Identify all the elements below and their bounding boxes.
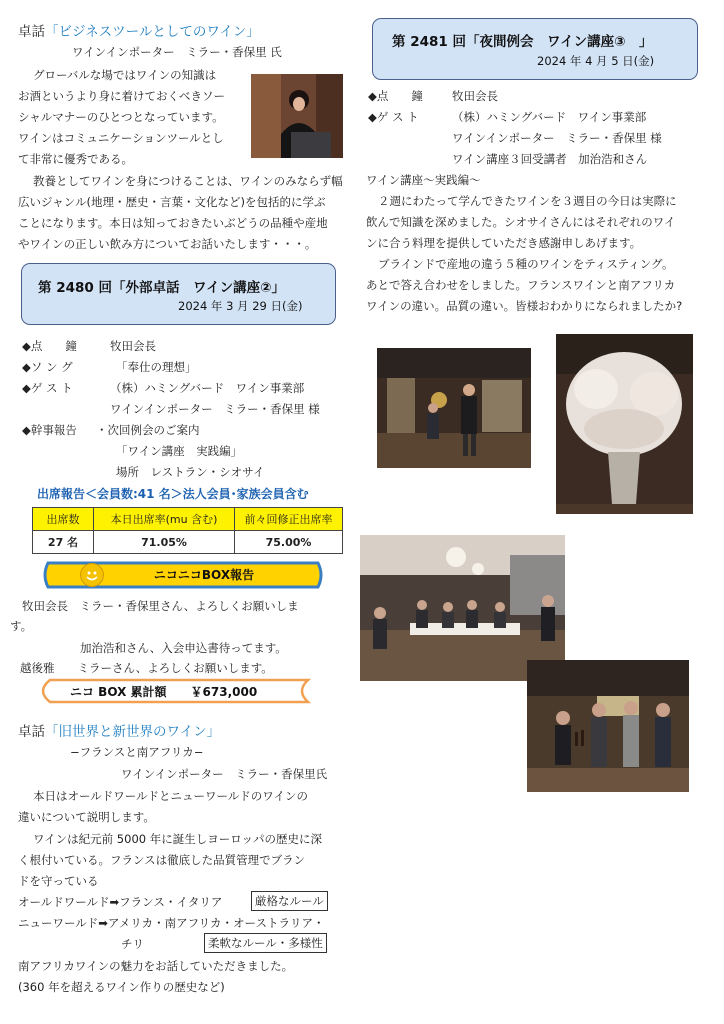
- meeting-2480-title: 第 2480 回「外部卓話 ワイン講座②」: [38, 280, 285, 296]
- talk2-line: く根付いている。フランスは徹底した品質管理でブラン: [18, 853, 306, 867]
- item-label: ◆点 鐘: [368, 89, 423, 103]
- talk2-closing: 南アフリカワインの魅力をお話していただきました。: [18, 959, 294, 973]
- section-heading: ワイン講座〜実践編〜: [366, 173, 481, 187]
- talk1-line: お酒というより身に着けておくべきソー: [18, 89, 225, 103]
- item-value: 「ワイン講座 実践編」: [116, 444, 243, 458]
- restaurant-speaker-photo: [377, 348, 531, 468]
- new-world-tag: 柔軟なルール・多様性: [204, 933, 327, 953]
- item-label: ◆幹事報告: [22, 423, 77, 437]
- talk1-line: やワインの正しい飲み方についてお話いたします・・・。: [18, 237, 317, 251]
- item-value: 場所 レストラン・シオサイ: [116, 465, 265, 479]
- attendance-header: 本日出席率(mu 含む): [94, 508, 235, 531]
- talk1-title: 卓話「ビジネスツールとしてのワイン」: [18, 24, 260, 40]
- report-line: ンに合う料理を提供していただき感謝申しあげます。: [366, 236, 642, 250]
- attendance-value: 75.00%: [235, 531, 343, 554]
- attendance-table: [32, 507, 343, 554]
- niko-entry: 牧田会長 ミラー・香保里さん、よろしくお願いしま: [22, 599, 299, 613]
- item-value: ・次回例会のご案内: [96, 423, 200, 437]
- report-line: あとで答え合わせをしました。フランスワインと南アフリカ: [366, 278, 676, 292]
- attendance-value: 27 名: [33, 531, 94, 554]
- item-label: ◆ゲ ス ト: [22, 381, 73, 395]
- talk2-line: ドを守っている: [18, 874, 99, 888]
- new-world-line-2: チリ: [121, 937, 144, 951]
- item-value: 牧田会長: [452, 89, 498, 103]
- group-photo: [527, 660, 689, 792]
- talk2-line: 本日はオールドワールドとニューワールドのワインの: [33, 789, 308, 803]
- item-label: ◆ソ ン グ: [22, 360, 73, 374]
- new-world-line: ニューワールド➡アメリカ・南アフリカ・オーストラリア・: [18, 916, 325, 930]
- niko-total-box: [36, 678, 314, 704]
- talk2-line: 違いについて説明します。: [18, 810, 155, 824]
- niko-entry: す。: [10, 619, 33, 633]
- item-value: ワインインポーター ミラー・香保里 様: [110, 402, 320, 416]
- report-line: ブラインドで産地の違う５種のワインをティスティング。: [378, 257, 674, 271]
- talk1-line: ワインはコミュニケーションツールとし: [18, 131, 224, 145]
- meeting-2481-title: 第 2481 回「夜間例会 ワイン講座③ 」: [392, 34, 653, 50]
- item-value: ワインインポーター ミラー・香保里 様: [452, 131, 662, 145]
- talk2-line: ワインは紀元前 5000 年に誕生しヨーロッパの歴史に深: [33, 832, 322, 846]
- niko-entry: 越後雅 ミラーさん、よろしくお願いします。: [20, 661, 273, 675]
- item-label: ◆ゲ ス ト: [368, 110, 419, 124]
- talk1-line: 教養としてワインを身につけることは、ワインのみならず幅: [33, 174, 343, 188]
- niko-banner-label: ニコニコBOX報告: [153, 568, 255, 582]
- meeting-2481-date: 2024 年 4 月 5 日(金): [537, 54, 655, 68]
- item-value: （株）ハミングバード ワイン事業部: [452, 110, 647, 124]
- talk1-line: シャルマナーのひとつとなっています。: [18, 110, 224, 124]
- talk2-closing: (360 年を超えるワイン作りの歴史など): [18, 980, 225, 994]
- item-value: 牧田会長: [110, 339, 156, 353]
- attendance-heading: 出席報告＜会員数:41 名＞法人会員･家族会員含む: [37, 487, 309, 501]
- talk1-line: て非常に優秀である。: [18, 152, 133, 166]
- attendance-header: 前々回修正出席率: [235, 508, 343, 531]
- old-world-line: オールドワールド➡フランス・イタリア: [18, 895, 223, 909]
- old-world-tag: 厳格なルール: [251, 891, 328, 911]
- item-label: ◆点 鐘: [22, 339, 77, 353]
- item-value: 「奉仕の理想」: [116, 360, 197, 374]
- talk2-speaker: ワインインポーター ミラー・香保里氏: [121, 767, 328, 781]
- report-line: ２週にわたって学んできたワインを３週目の今日は実際に: [378, 194, 677, 208]
- talk1-line: グローバルな場ではワインの知識は: [33, 68, 217, 82]
- report-line: ワインの違い。品質の違い。皆様おわかりになられましたか?: [366, 299, 683, 313]
- talk1-line: 広いジャンル(地理・歴史・言葉・文化など)を包括的に学ぶ: [18, 195, 326, 209]
- item-value: （株）ハミングバード ワイン事業部: [110, 381, 305, 395]
- talk1-speaker: ワインインポーター ミラー・香保里 氏: [72, 45, 282, 59]
- speaker-photo: [251, 74, 343, 158]
- niko-entry: 加治浩和さん、入会申込書待ってます。: [80, 641, 287, 655]
- attendance-header: 出席数: [33, 508, 94, 531]
- talk2-title: 卓話「旧世界と新世界のワイン」: [18, 724, 221, 740]
- report-line: 飲んで知識を深めました。シオサイさんにはそれぞれのワイ: [366, 215, 676, 229]
- smiley-icon: [80, 563, 104, 587]
- niko-total: ニコ BOX 累計額 ￥673,000: [70, 685, 258, 699]
- talk1-line: ことになります。本日は知っておきたいぶどうの品種や産地: [18, 216, 328, 230]
- attendance-value: 71.05%: [94, 531, 235, 554]
- meeting-2480-date: 2024 年 3 月 29 日(金): [178, 299, 303, 313]
- item-value: ワイン講座３回受講者 加治浩和さん: [452, 152, 648, 166]
- talk2-subtitle: −フランスと南アフリカ−: [70, 745, 204, 759]
- flower-arrangement-photo: [556, 334, 693, 514]
